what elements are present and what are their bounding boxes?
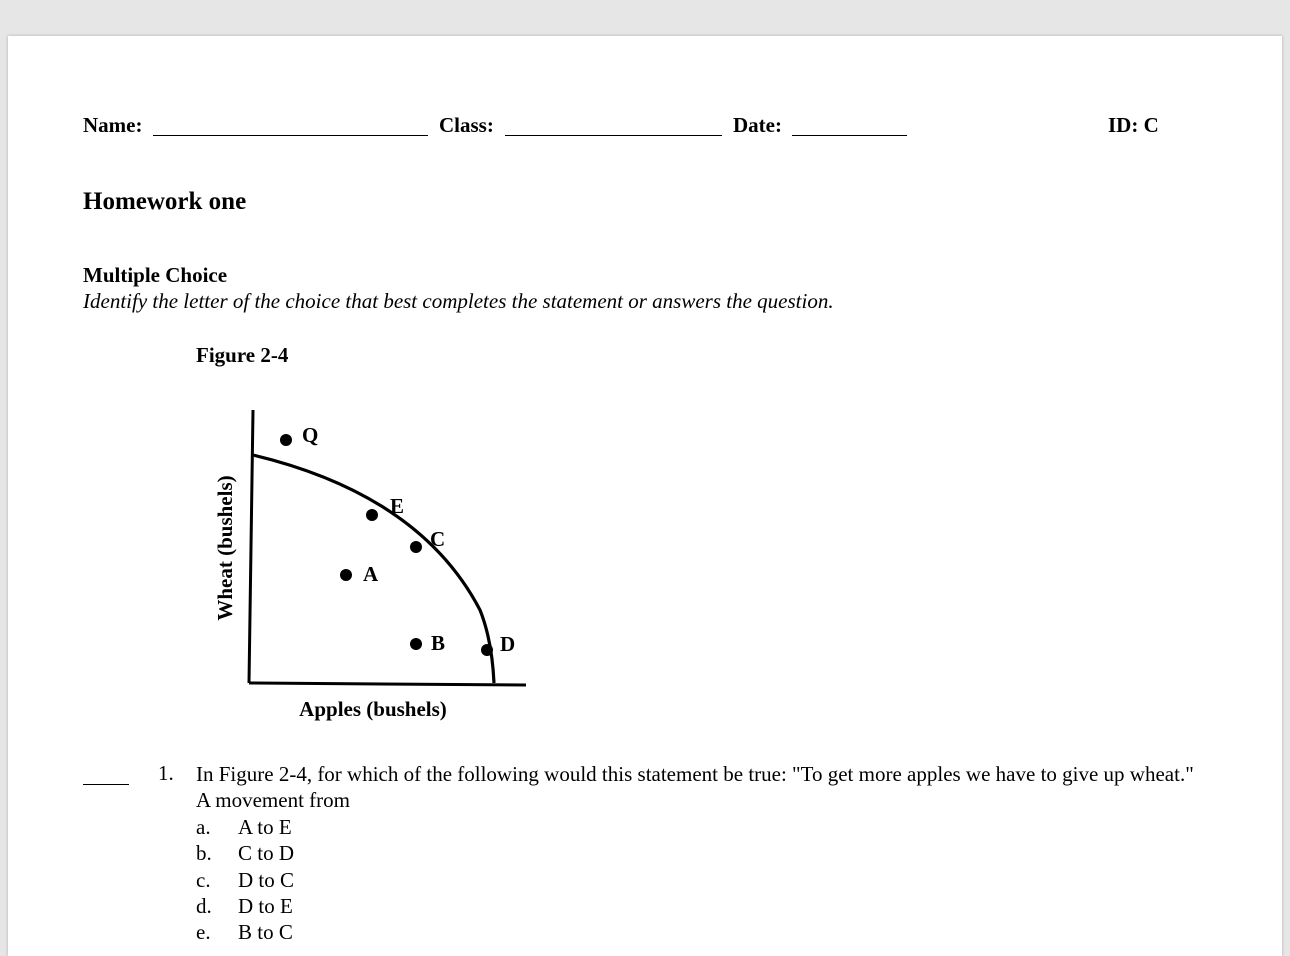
ppf-figure: [200, 400, 540, 730]
choice-letter: e.: [196, 920, 211, 945]
section-instructions: Identify the letter of the choice that best completes the statement or answers the question.: [83, 289, 834, 313]
figure-title: Figure 2-4: [196, 343, 289, 367]
section-title: Multiple Choice: [83, 263, 228, 287]
x-axis-label: Apples (bushels): [299, 697, 447, 721]
choice-letter: b.: [196, 841, 212, 866]
choice-text: D to E: [238, 893, 293, 918]
choice-text: C to D: [238, 841, 295, 866]
name-label: Name:: [83, 113, 143, 137]
header-row: [0, 113, 1290, 141]
point-label-a: A: [363, 562, 379, 586]
point-d: [481, 644, 493, 656]
point-q: [280, 434, 292, 446]
point-b: [410, 638, 422, 650]
point-c: [410, 541, 422, 553]
y-axis: [249, 410, 253, 683]
question-number: 1.: [158, 761, 174, 785]
choice-letter: a.: [196, 815, 211, 839]
date-label: Date:: [733, 113, 782, 137]
class-blank[interactable]: [505, 135, 722, 136]
point-label-b: B: [431, 631, 446, 655]
name-blank[interactable]: [153, 135, 428, 136]
date-blank[interactable]: [792, 135, 907, 136]
choice-letter: c.: [196, 867, 211, 892]
y-axis-label: Wheat (bushels): [213, 475, 237, 621]
choice-text: A to E: [238, 815, 292, 839]
page-title: Homework one: [83, 188, 247, 215]
choice-letter: d.: [196, 893, 212, 918]
id-label: ID: C: [1108, 113, 1159, 137]
class-label: Class:: [439, 113, 494, 137]
point-label-q: Q: [302, 423, 319, 447]
point-e: [366, 509, 378, 521]
choice-text: D to C: [238, 867, 295, 892]
answer-blank[interactable]: [83, 784, 129, 785]
point-a: [340, 569, 352, 581]
x-axis: [249, 683, 526, 685]
point-label-c: C: [430, 527, 446, 551]
question-text: In Figure 2-4, for which of the following would this statement be true: "To get more apples we have to give up wheat." A movement from: [196, 762, 1194, 812]
point-label-e: E: [390, 494, 405, 518]
point-label-d: D: [500, 632, 516, 656]
choice-text: B to C: [238, 920, 293, 945]
